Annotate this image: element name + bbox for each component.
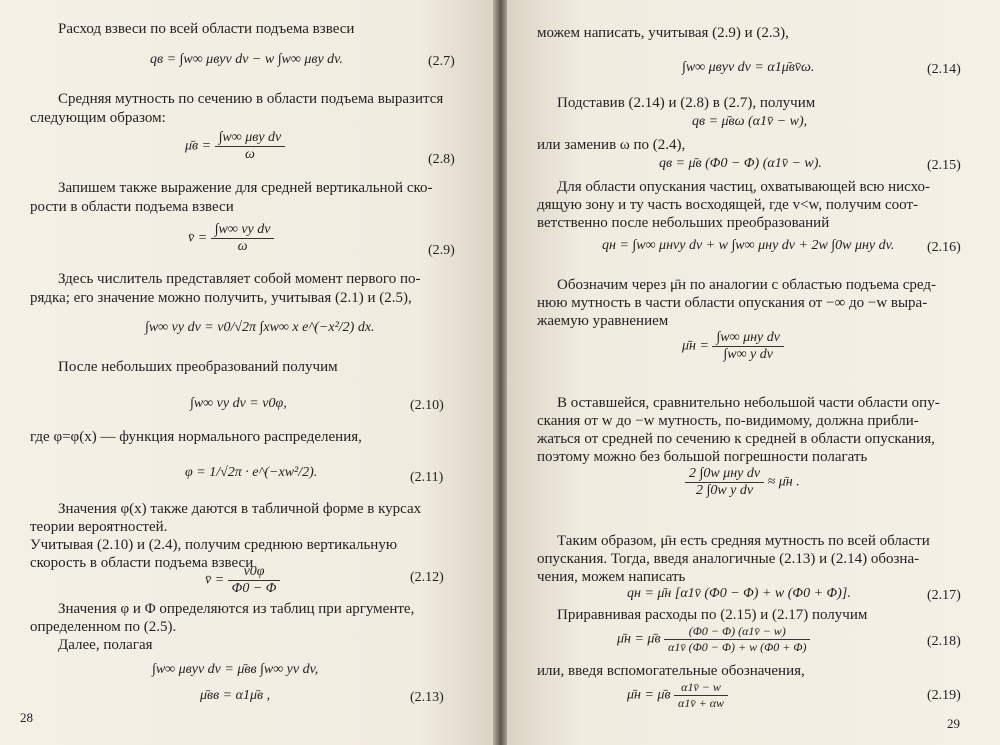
equation-2-12 bbox=[205, 564, 280, 597]
paragraph: Обозначим через μ̄н по аналогии с областью подъема сред- bbox=[557, 277, 937, 293]
paragraph: опускания. Тогда, введя аналогичные (2.13) и (2.14) обозна- bbox=[537, 551, 920, 567]
equation-lhs: v̄ = bbox=[188, 230, 208, 246]
paragraph: поэтому можно без большой погрешности полагать bbox=[537, 449, 868, 465]
equation-2-9 bbox=[188, 222, 274, 255]
equation-rhs: ≈ μ̄н . bbox=[767, 474, 800, 490]
paragraph: Подставив (2.14) и (2.8) в (2.7), получим bbox=[557, 95, 816, 111]
fraction bbox=[228, 564, 281, 597]
paragraph: Для области опускания частиц, охватывающей всю нисхо- bbox=[557, 179, 931, 195]
paragraph: Значения φ(x) также даются в табличной форме в курсах bbox=[58, 501, 422, 517]
fraction-numerator: α1v̄ − w bbox=[674, 680, 728, 696]
page-number: 29 bbox=[947, 716, 960, 731]
equation-number: (2.7) bbox=[428, 54, 455, 69]
paragraph: Учитывая (2.10) и (2.4), получим среднюю вертикальную bbox=[30, 537, 398, 553]
fraction-denominator: Φ0 − Φ bbox=[231, 581, 277, 596]
equation-2-18 bbox=[617, 624, 810, 655]
paragraph: Здесь числитель представляет собой момент первого по- bbox=[58, 271, 421, 287]
paragraph: нюю мутность в части области опускания от −∞ до −w выра- bbox=[537, 295, 928, 311]
fraction-denominator: α1v̄ (Φ0 − Φ) + w (Φ0 + Φ) bbox=[668, 640, 807, 654]
paragraph: Расход взвеси по всей области подъема взвеси bbox=[58, 21, 355, 37]
book-gutter bbox=[493, 0, 507, 745]
equation-lhs: μ̄н = μ̄в bbox=[627, 687, 671, 703]
fraction bbox=[674, 680, 728, 711]
paragraph: где φ=φ(x) — функция нормального распределения, bbox=[30, 429, 362, 445]
paragraph: ветственно после небольших преобразований bbox=[537, 215, 830, 231]
paragraph: следующим образом: bbox=[30, 110, 166, 126]
equation-number: (2.12) bbox=[410, 570, 444, 585]
equation-moment: ∫w∞ vy dv = v0/√2π ∫xw∞ x e^(−x²/2) dx. bbox=[145, 320, 375, 335]
equation-lhs: v̄ = bbox=[205, 572, 225, 588]
fraction-numerator: ∫w∞ μнy dv bbox=[712, 330, 784, 347]
paragraph: определенном по (2.5). bbox=[30, 619, 177, 635]
right-page bbox=[507, 0, 1000, 745]
equation-number: (2.19) bbox=[927, 688, 961, 703]
fraction-denominator: α1v̄ + αw bbox=[678, 696, 725, 710]
equation-2-11: φ = 1/√2π · e^(−xw²/2). bbox=[185, 465, 318, 480]
equation-2-15: qв = μ̄в (Φ0 − Φ) (α1v̄ − w). bbox=[659, 156, 822, 171]
equation-2-13a: ∫w∞ μвyv dv = μ̄вв ∫w∞ yv dv, bbox=[152, 662, 319, 677]
paragraph: В оставшейся, сравнительно небольшой части области опу- bbox=[557, 395, 940, 411]
equation-2-7: qв = ∫w∞ μвyv dv − w ∫w∞ μвy dv. bbox=[150, 52, 343, 67]
equation-2-19 bbox=[627, 680, 728, 711]
fraction-denominator: ∫w∞ y dv bbox=[723, 347, 773, 362]
paragraph: Далее, полагая bbox=[58, 637, 153, 653]
paragraph: скания от w до −w мутность, по-видимому, должна прибли- bbox=[537, 413, 919, 429]
equation-substitution: qв = μ̄вω (α1v̄ − w), bbox=[692, 114, 808, 129]
fraction bbox=[664, 624, 810, 655]
fraction bbox=[712, 330, 784, 363]
paragraph: Значения φ и Φ определяются из таблиц при аргументе, bbox=[58, 601, 415, 617]
fraction-denominator: ω bbox=[244, 147, 255, 162]
equation-2-14: ∫w∞ μвyv dv = α1μ̄вv̄ω. bbox=[682, 60, 815, 75]
equation-2-10: ∫w∞ vy dv = v0φ, bbox=[190, 396, 287, 411]
equation-2-17: qн = μ̄н [α1v̄ (Φ0 − Φ) + w (Φ0 + Φ)]. bbox=[627, 586, 851, 601]
paragraph: или, введя вспомогательные обозначения, bbox=[537, 663, 805, 679]
fraction-denominator: 2 ∫0w y dv bbox=[695, 483, 754, 498]
fraction-numerator: v0φ bbox=[228, 564, 281, 581]
paragraph: или заменив ω по (2.4), bbox=[537, 137, 686, 153]
paragraph: После небольших преобразований получим bbox=[58, 359, 338, 375]
fraction bbox=[215, 130, 286, 163]
equation-lhs: μ̄н = bbox=[682, 338, 709, 354]
paragraph: Приравнивая расходы по (2.15) и (2.17) получим bbox=[557, 607, 868, 623]
fraction-numerator: ∫w∞ μвy dv bbox=[215, 130, 286, 147]
fraction bbox=[211, 222, 275, 255]
equation-2-16: qн = ∫w∞ μнvy dv + w ∫w∞ μнy dv + 2w ∫0w μнy dv. bbox=[602, 238, 895, 253]
paragraph: чения, можем написать bbox=[537, 569, 686, 585]
fraction-denominator: ω bbox=[237, 239, 248, 254]
page-number: 28 bbox=[20, 710, 33, 725]
equation-number: (2.8) bbox=[428, 152, 455, 167]
fraction bbox=[685, 466, 764, 499]
paragraph: скорость в области подъема взвеси bbox=[30, 555, 254, 571]
equation-lhs: μ̄н = μ̄в bbox=[617, 631, 661, 647]
paragraph: Средняя мутность по сечению в области подъема выразится bbox=[58, 91, 444, 107]
paragraph: жаемую уравнением bbox=[537, 313, 669, 329]
equation-number: (2.13) bbox=[410, 690, 444, 705]
fraction-numerator: (Φ0 − Φ) (α1v̄ − w) bbox=[664, 624, 810, 640]
equation-2-8 bbox=[185, 130, 285, 163]
paragraph: рядка; его значение можно получить, учитывая (2.1) и (2.5), bbox=[30, 290, 412, 306]
equation-number: (2.11) bbox=[410, 470, 444, 485]
equation-number: (2.9) bbox=[428, 243, 455, 258]
paragraph: дящую зону и ту часть восходящей, где v<w, получим соот- bbox=[537, 197, 919, 213]
left-page bbox=[0, 0, 493, 745]
paragraph: рости в области подъема взвеси bbox=[30, 199, 234, 215]
equation-lhs: μ̄в = bbox=[185, 138, 212, 154]
paragraph: Таким образом, μ̄н есть средняя мутность по всей области bbox=[557, 533, 930, 549]
paragraph: Запишем также выражение для средней вертикальной ско- bbox=[58, 180, 433, 196]
equation-number: (2.18) bbox=[927, 634, 961, 649]
equation-number: (2.15) bbox=[927, 158, 961, 173]
equation-number: (2.16) bbox=[927, 240, 961, 255]
equation-number: (2.14) bbox=[927, 62, 961, 77]
equation-number: (2.10) bbox=[410, 398, 444, 413]
paragraph: можем написать, учитывая (2.9) и (2.3), bbox=[537, 25, 789, 41]
paragraph: жаться от средней по сечению к средней в области опускания, bbox=[537, 431, 935, 447]
equation-2-13b: μ̄вв = α1μ̄в , bbox=[200, 688, 271, 703]
equation-approximation bbox=[685, 466, 800, 499]
fraction-numerator: 2 ∫0w μнy dv bbox=[685, 466, 764, 483]
equation-number: (2.17) bbox=[927, 588, 961, 603]
fraction-numerator: ∫w∞ vy dv bbox=[211, 222, 275, 239]
equation-mu-n bbox=[682, 330, 784, 363]
paragraph: теории вероятностей. bbox=[30, 519, 168, 535]
